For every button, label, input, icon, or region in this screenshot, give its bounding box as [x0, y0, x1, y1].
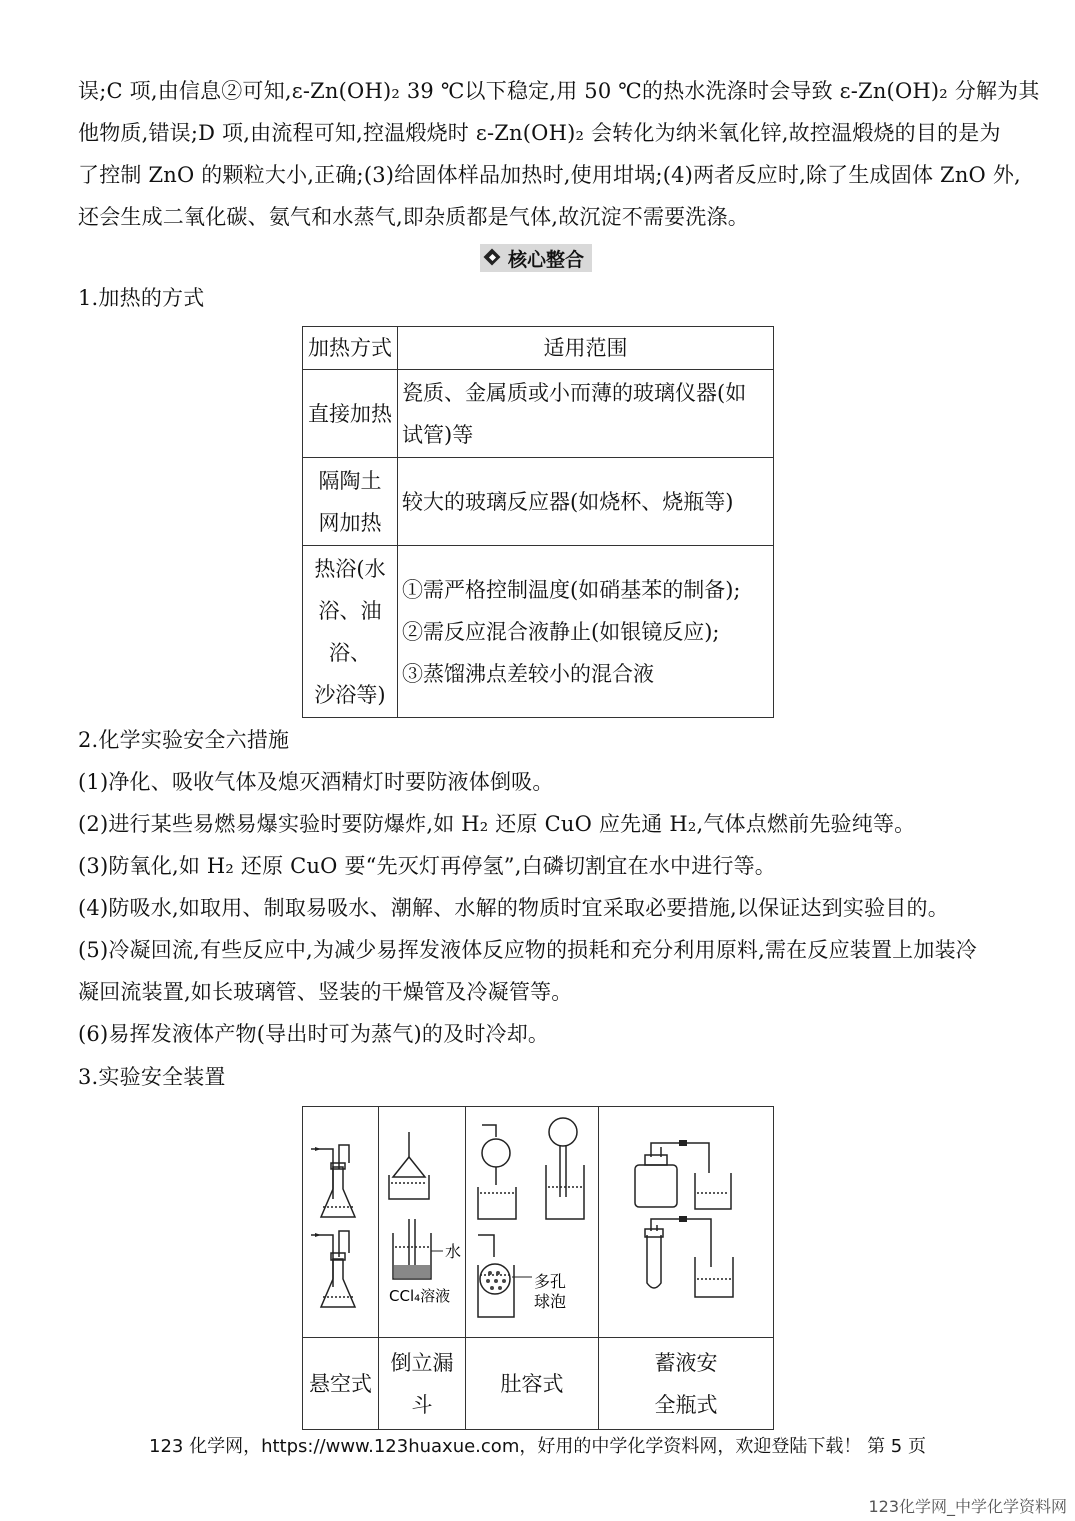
measure-item: (2)进行某些易燃易爆实验时要防爆炸,如 H₂ 还原 CuO 应先通 H₂,气体点燃前先验纯等。 — [78, 812, 916, 836]
method-cell — [303, 546, 398, 718]
water-label: 水 — [445, 1242, 462, 1261]
method-cell: 直接加热 — [303, 370, 398, 458]
scope-line: ①需严格控制温度(如硝基苯的制备); — [402, 577, 741, 602]
caption-cell — [379, 1338, 466, 1430]
table-header-cell: 适用范围 — [398, 327, 774, 370]
method-line: 隔陶土 — [318, 468, 382, 493]
scope-line: 瓷质、金属质或小而薄的玻璃仪器(如 — [402, 380, 747, 405]
caption-row — [303, 1338, 774, 1430]
heading-heating-methods: 1.加热的方式 — [78, 286, 205, 310]
method-line: 浴、 — [329, 640, 371, 665]
scope-line: ②需反应混合液静止(如银镜反应); — [402, 619, 720, 644]
scope-cell: 较大的玻璃反应器(如烧杯、烧瓶等) — [398, 458, 774, 546]
method-line: 网加热 — [318, 510, 382, 535]
measure-item: (5)冷凝回流,有些反应中,为减少易挥发液体反应物的损耗和充分利用原料,需在反应装置上加装冷 — [78, 938, 977, 962]
caption-line: 蓄液安 — [654, 1350, 718, 1375]
method-cell — [303, 458, 398, 546]
heating-methods-table — [302, 326, 774, 718]
measure-item: (4)防吸水,如取用、制取易吸水、潮解、水解的物质时宜采取必要措施,以保证达到实验目的。 — [78, 896, 949, 920]
paragraph-line: 他物质,错误;D 项,由流程可知,控温煅烧时 ε-Zn(OH)₂ 会转化为纳米氧化锌,故控温煅烧的目的是为 — [78, 121, 1001, 145]
heading-safety-devices: 3.实验安全装置 — [78, 1065, 226, 1089]
bulb-absorber-figure — [466, 1107, 598, 1337]
safety-devices-table — [302, 1106, 774, 1430]
scope-cell — [398, 370, 774, 458]
porous-label-2: 球泡 — [534, 1292, 567, 1311]
figure-cell-bulb — [466, 1107, 599, 1338]
method-line: 浴、油 — [318, 598, 382, 623]
paragraph-line: 了控制 ZnO 的颗粒大小,正确;(3)给固体样品加热时,使用坩埚;(4)两者反应时,除了生成固体 ZnO 外, — [78, 163, 1021, 187]
table-row — [303, 370, 774, 458]
caption-cell — [599, 1338, 774, 1430]
caption-line: 斗 — [411, 1392, 433, 1417]
table-row — [303, 458, 774, 546]
table-row — [303, 546, 774, 718]
section-badge — [480, 244, 592, 272]
figure-cell-inverted-funnel — [379, 1107, 466, 1338]
watermark: 123化学网_中学化学资料网 — [868, 1497, 1067, 1516]
figure-cell-reservoir — [599, 1107, 774, 1338]
heading-safety-measures: 2.化学实验安全六措施 — [78, 728, 290, 752]
caption-line: 倒立漏 — [390, 1350, 454, 1375]
caption-cell: 悬空式 — [303, 1338, 379, 1430]
scope-line: 试管)等 — [402, 422, 474, 447]
caption-line: 全瓶式 — [654, 1392, 718, 1417]
method-line: 沙浴等) — [314, 682, 386, 707]
section-badge-label: 核心整合 — [508, 248, 585, 271]
measure-item: (6)易挥发液体产物(导出时可为蒸气)的及时冷却。 — [78, 1022, 550, 1046]
measure-item: (3)防氧化,如 H₂ 还原 CuO 要“先灭灯再停氢”,白磷切割宜在水中进行等。 — [78, 854, 777, 878]
caption-cell: 肚容式 — [466, 1338, 599, 1430]
paragraph-line: 误;C 项,由信息②可知,ε-Zn(OH)₂ 39 ℃以下稳定,用 50 ℃的热水洗涤时会导致 ε-Zn(OH)₂ 分解为其 — [78, 79, 1040, 103]
measure-item: (1)净化、吸收气体及熄灭酒精灯时要防液体倒吸。 — [78, 770, 554, 794]
suspended-flask-figure — [303, 1107, 378, 1337]
scope-line: ③蒸馏沸点差较小的混合液 — [402, 661, 654, 686]
porous-label-1: 多孔 — [534, 1272, 567, 1291]
reservoir-bottle-figure — [599, 1107, 771, 1337]
ccl4-label: CCl₄溶液 — [389, 1287, 451, 1305]
table-header-row — [303, 327, 774, 370]
figure-row — [303, 1107, 774, 1338]
diamond-icon — [484, 249, 502, 267]
page-footer: 123 化学网，https://www.123huaxue.com，好用的中学化学资料网，欢迎登陆下载！ 第 5 页 — [149, 1436, 926, 1457]
table-header-cell: 加热方式 — [303, 327, 398, 370]
scope-cell — [398, 546, 774, 718]
figure-cell-suspended — [303, 1107, 379, 1338]
inverted-funnel-figure — [379, 1107, 465, 1337]
paragraph-line: 还会生成二氧化碳、氨气和水蒸气,即杂质都是气体,故沉淀不需要洗涤。 — [78, 205, 749, 229]
measure-item: 凝回流装置,如长玻璃管、竖装的干燥管及冷凝管等。 — [78, 980, 573, 1004]
method-line: 热浴(水 — [314, 556, 386, 581]
